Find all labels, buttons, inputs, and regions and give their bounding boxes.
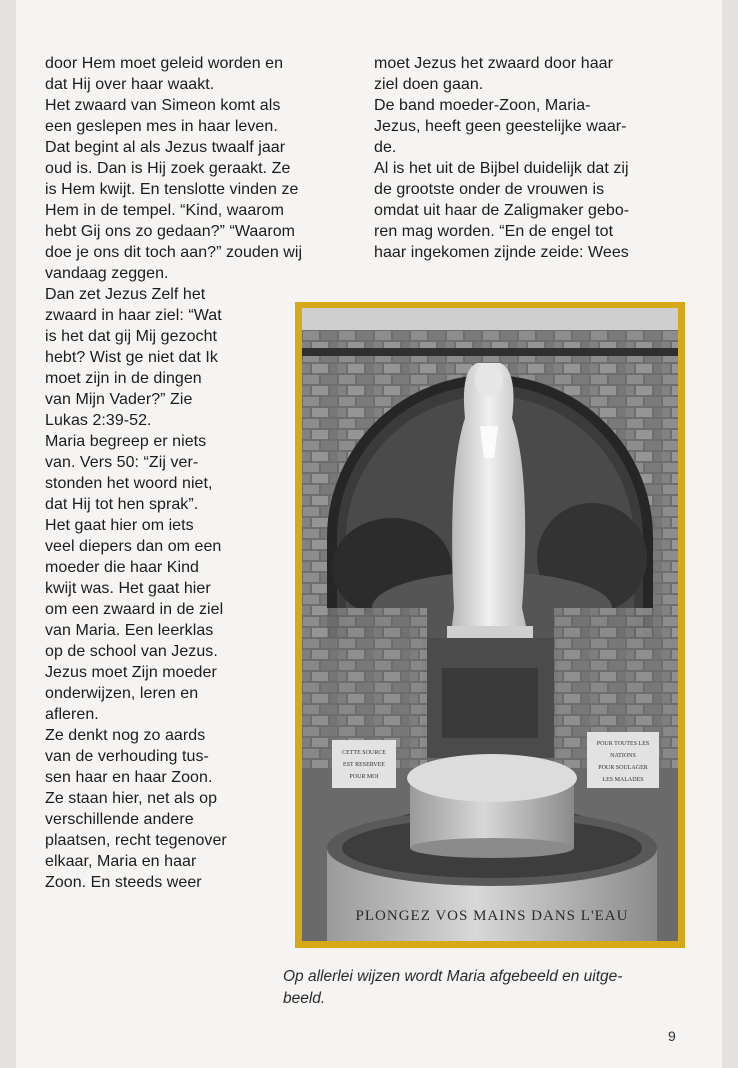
text-line: zwaard in haar ziel: “Wat — [45, 307, 222, 324]
text-line: sen haar en haar Zoon. — [45, 769, 213, 786]
text-line: van Mijn Vader?” Zie — [45, 391, 193, 408]
text-line: de grootste onder de vrouwen is — [374, 181, 605, 198]
text-line: hebt Gij ons zo gedaan?” “Waarom — [45, 223, 296, 240]
page-number: 9 — [668, 1028, 676, 1044]
plaque-right-line: POUR SOULAGER — [598, 765, 648, 771]
text-line: moet zijn in de dingen — [45, 370, 202, 387]
text-line: van de verhouding tus- — [45, 748, 209, 765]
text-line: Jezus moet Zijn moeder — [45, 664, 217, 681]
text-line: de. — [374, 139, 397, 156]
text-line: haar ingekomen zijnde zeide: Wees — [374, 244, 629, 261]
plaque-right-line: LES MALADES — [602, 777, 644, 783]
text-line: dat Hij over haar waakt. — [45, 76, 215, 93]
text-line: moeder die haar Kind — [45, 559, 199, 576]
text-line: hebt? Wist ge niet dat Ik — [45, 349, 218, 366]
text-line: moet Jezus het zwaard door haar — [374, 55, 614, 72]
text-line: Lukas 2:39-52. — [45, 412, 152, 429]
text-line: Jezus, heeft geen geestelijke waar- — [374, 118, 627, 135]
text-line: Het zwaard van Simeon komt als — [45, 97, 281, 114]
plaque-right-line: NATIONS — [610, 753, 636, 759]
text-line: door Hem moet geleid worden en — [45, 55, 284, 72]
plaque-left-line: CETTE SOURCE — [342, 750, 386, 756]
text-line: Dan zet Jezus Zelf het — [45, 286, 206, 303]
photo-caption-line: beeld. — [283, 990, 326, 1007]
text-line: om een zwaard in de ziel — [45, 601, 224, 618]
text-line: een geslepen mes in haar leven. — [45, 118, 278, 135]
text-line: Al is het uit de Bijbel duidelijk dat zij — [374, 160, 629, 177]
text-line: op de school van Jezus. — [45, 643, 218, 660]
plaque-left-line: POUR MOI — [349, 774, 379, 780]
text-line: Ze denkt nog zo aards — [45, 727, 206, 744]
text-line: elkaar, Maria en haar — [45, 853, 197, 870]
text-line: van Maria. Een leerklas — [45, 622, 214, 639]
book-page — [16, 0, 722, 1068]
text-line: Zoon. En steeds weer — [45, 874, 202, 891]
text-line: dat Hij tot hen sprak”. — [45, 496, 199, 513]
text-line: kwijt was. Het gaat hier — [45, 580, 211, 597]
text-line: is het dat gij Mij gezocht — [45, 328, 218, 345]
text-line: is Hem kwijt. En tenslotte vinden ze — [45, 181, 299, 198]
text-line: oud is. Dan is Hij zoek geraakt. Ze — [45, 160, 291, 177]
text-line: doe je ons dit toch aan?” zouden wij — [45, 244, 303, 261]
text-line: vandaag zeggen. — [45, 265, 169, 282]
text-line: Het gaat hier om iets — [45, 517, 194, 534]
plaque-left-line: EST RESERVEE — [343, 762, 385, 768]
plaque-right-line: POUR TOUTES LES — [596, 741, 650, 747]
photo-caption-line: Op allerlei wijzen wordt Maria afgebeeld en uitge- — [283, 968, 623, 985]
text-line: omdat uit haar de Zaligmaker gebo- — [374, 202, 630, 219]
text-line: verschillende andere — [45, 811, 194, 828]
text-line: onderwijzen, leren en — [45, 685, 199, 702]
text-line: veel diepers dan om een — [45, 538, 222, 555]
text-line: Dat begint al als Jezus twaalf jaar — [45, 139, 286, 156]
statue-photo — [302, 308, 678, 941]
text-line: Maria begreep er niets — [45, 433, 207, 450]
text-line: stonden het woord niet, — [45, 475, 213, 492]
photo-frame — [295, 302, 685, 948]
text-line: van. Vers 50: “Zij ver- — [45, 454, 199, 471]
basin-inscription: PLONGEZ VOS MAINS DANS L'EAU — [355, 908, 629, 924]
text-line: De band moeder-Zoon, Maria- — [374, 97, 591, 114]
text-line: Hem in de tempel. “Kind, waarom — [45, 202, 284, 219]
text-line: Ze staan hier, net als op — [45, 790, 218, 807]
text-line: ziel doen gaan. — [374, 76, 484, 93]
text-line: plaatsen, recht tegenover — [45, 832, 227, 849]
text-line: ren mag worden. “En de engel tot — [374, 223, 614, 240]
text-line: afleren. — [45, 706, 99, 723]
